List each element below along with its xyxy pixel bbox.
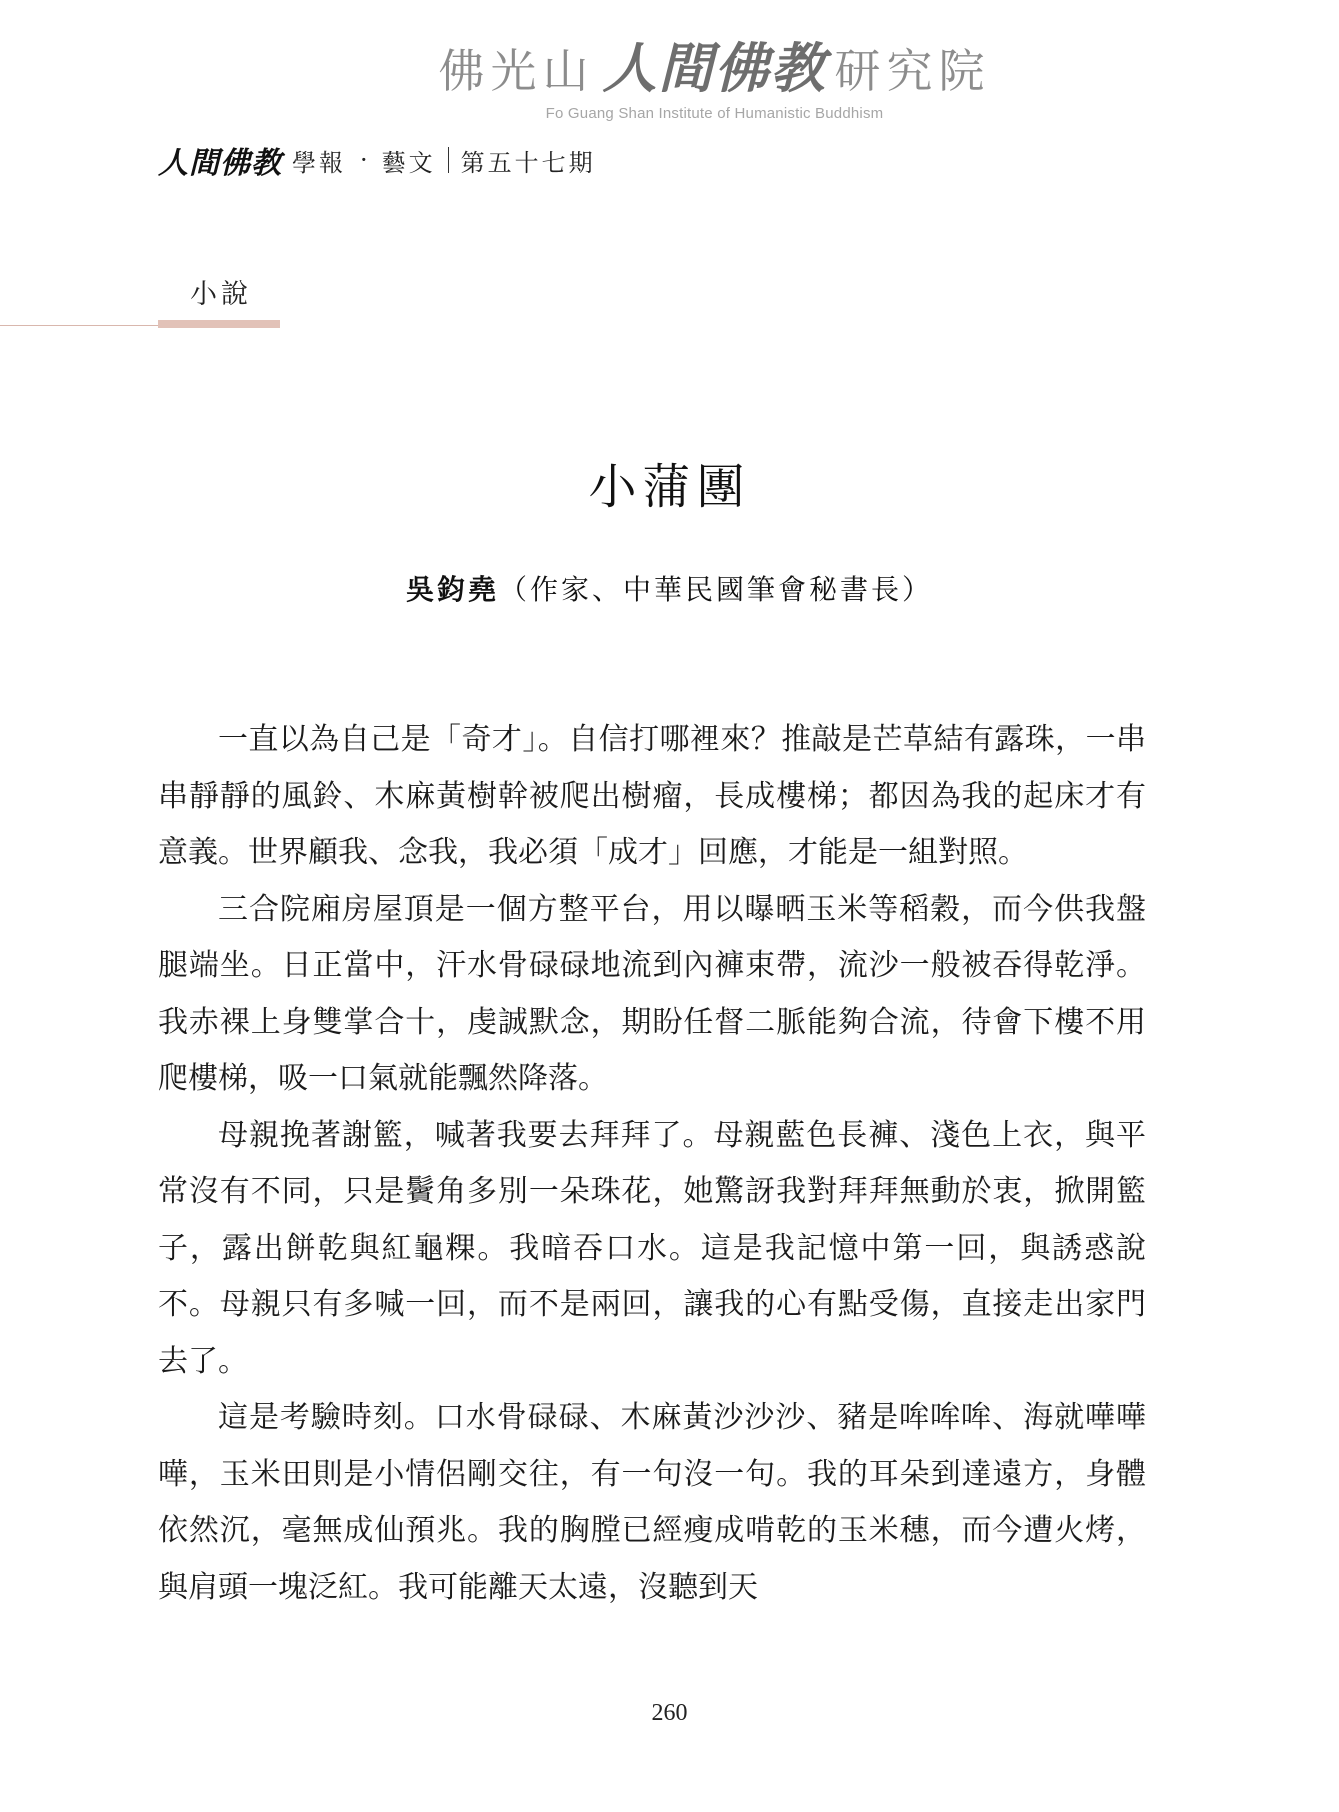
- page-number: 260: [651, 1700, 688, 1726]
- institute-title: [90, 36, 1339, 100]
- paragraph: 一直以為自己是「奇才」。自信打哪裡來？推敲是芒草結有露珠，一串串靜靜的風鈴、木麻黃樹幹被爬出樹瘤，長成樓梯；都因為我的起床才有意義。世界顧我、念我，我必須「成才」回應，才能是一組對照。: [158, 722, 1146, 870]
- author-name: 吳鈞堯: [405, 573, 499, 606]
- section-rule-thin: [0, 325, 158, 326]
- author-affiliation: （作家、中華民國筆會秘書長）: [499, 573, 934, 606]
- journal-logo: 人間佛教: [158, 146, 282, 181]
- section-rule-thick: [158, 320, 280, 328]
- institute-masthead: [0, 36, 1339, 122]
- institute-title-calligraphy: 人間佛教: [602, 36, 827, 100]
- journal-section: 藝文: [381, 148, 436, 177]
- paragraph: 三合院廂房屋頂是一個方整平台，用以曝晒玉米等稻穀，而今供我盤腿端坐。日正當中，汗水骨碌碌地流到內褲束帶，流沙一般被吞得乾淨。我赤裸上身雙掌合十，虔誠默念，期盼任督二脈能夠合流，待會下樓不用爬樓梯，吸一口氣就能飄然降落。: [158, 891, 1146, 1096]
- paragraph: 母親挽著謝籃，喊著我要去拜拜了。母親藍色長褲、淺色上衣，與平常沒有不同，只是鬢角多別一朵珠花，她驚訝我對拜拜無動於衷，掀開籃子，露出餅乾與紅龜粿。我暗吞口水。這是我記憶中第一回，與誘惑說不。母親只有多喊一回，而不是兩回，讓我的心有點受傷，直接走出家門去了。: [158, 1117, 1146, 1379]
- section-label: 小說: [190, 279, 252, 310]
- institute-title-right: 研究院: [834, 44, 991, 98]
- article-title-text: 小蒲團: [588, 459, 751, 515]
- journal-dot: ·: [360, 146, 368, 174]
- paragraph: 這是考驗時刻。口水骨碌碌、木麻黃沙沙沙、豬是哞哞哞、海就嘩嘩嘩，玉米田則是小情侶剛交往，有一句沒一句。我的耳朵到達遠方，身體依然沉，毫無成仙預兆。我的胸膛已經瘦成啃乾的玉米穗，而今遭火烤，與肩頭一塊泛紅。我可能離天太遠，沒聽到天: [158, 1400, 1146, 1605]
- article-body: [158, 712, 1146, 1616]
- journal-issue: 第五十七期: [460, 148, 596, 177]
- institute-title-left: 佛光山: [438, 44, 595, 98]
- institute-subtitle: Fo Guang Shan Institute of Humanistic Buddhism: [545, 105, 884, 122]
- byline: [0, 568, 1339, 608]
- article-title: [0, 448, 1339, 517]
- journal-header: [158, 138, 596, 182]
- journal-separator: [448, 147, 449, 173]
- journal-name: 學報: [292, 148, 346, 177]
